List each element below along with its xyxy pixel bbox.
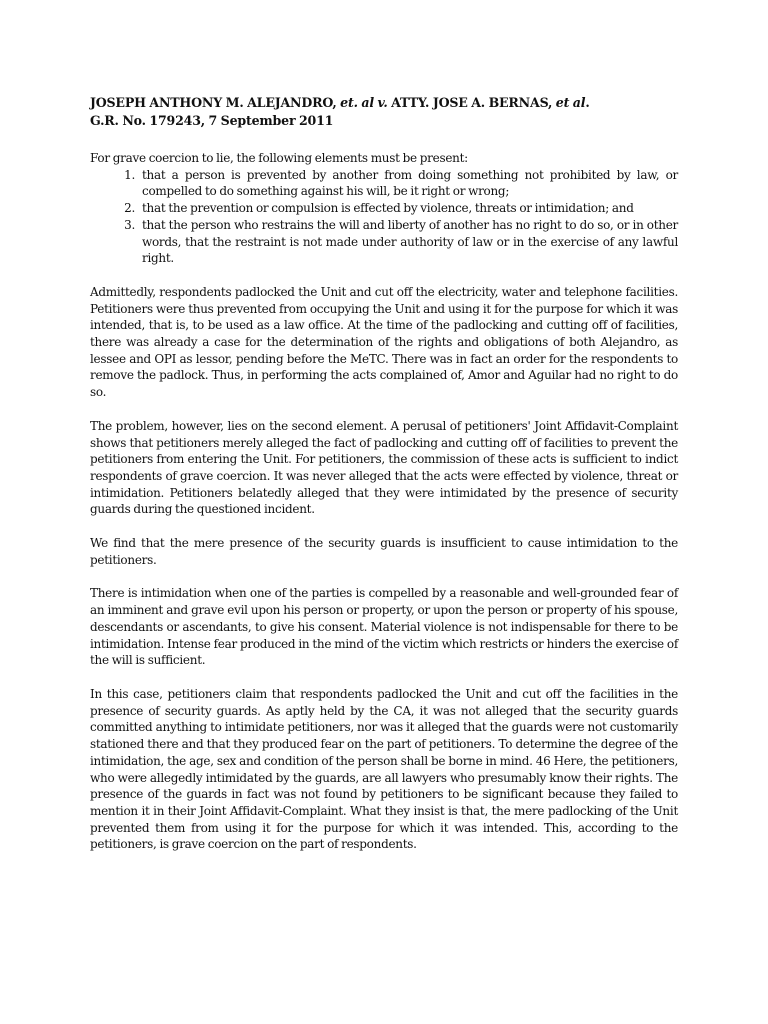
element-item: 2. that the prevention or compulsion is effected by violence, threats or intimidation; and <box>138 200 678 217</box>
element-item: 1. that a person is prevented by another from doing something not prohibited by law, or compelled to do something against his will, be it right or wrong; <box>138 167 678 200</box>
elements-intro: For grave coercion to lie, the following elements must be present: <box>90 151 468 165</box>
paragraph-in-this-case: In this case, petitioners claim that respondents padlocked the Unit and cut off the facilities in the presence of security guards. As aptly held by the CA, it was not alleged that the security guards committed anything to intimidate petitioners, nor was it alleged that the guards were not customarily stationed there and that they produced fear on the part of petitioners. To determine the degree of the intimidation, the age, sex and condition of the person shall be borne in mind. 46 Here, the petitioners, who were allegedly intimidated by the guards, are all lawyers who presumably know their rights. The presence of the guards in fact was not found by petitioners to be significant because they failed to mention it in their Joint Affidavit-Complaint. What they insist is that, the mere padlocking of the Unit prevented them from using it for the purpose for which it was intended. This, according to the petitioners, is grave coercion on the part of respondents. <box>90 686 678 852</box>
case-et-al-second: et al <box>555 95 586 110</box>
case-et-al-first: et. al v. <box>340 95 388 110</box>
case-docket: G.R. No. 179243, 7 September 2011 <box>90 113 334 128</box>
paragraph-second-element: The problem, however, lies on the second element. A perusal of petitioners' Joint Affidavit-Complaint shows that petitioners merely alleged the fact of padlocking and cutting off of facilities to prevent the petitioners from entering the Unit. For petitioners, the commission of these acts is sufficient to indict respondents of grave coercion. It was never alleged that the acts were effected by violence, threat or intimidation. Petitioners belatedly alleged that they were intimidated by the presence of security guards during the questioned incident. <box>90 418 678 517</box>
paragraph-guards-insufficient: We find that the mere presence of the security guards is insufficient to cause intimidation to the petitioners. <box>90 536 678 567</box>
case-parties-lead: JOSEPH ANTHONY M. ALEJANDRO, <box>90 95 341 110</box>
case-caption <box>90 94 678 112</box>
element-item: 3. that the person who restrains the will and liberty of another has no right to do so, or in other words, that the restraint is not made under authority of law or in the exercise of any lawful right. <box>138 217 678 267</box>
paragraph-intimidation-definition: There is intimidation when one of the parties is compelled by a reasonable and well-grounded fear of an imminent and grave evil upon his person or property, or upon the person or property of his spouse, descendants or ascendants, to give his consent. Material violence is not indispensable for there to be intimidation. Intense fear produced in the mind of the victim which restricts or hinders the exercise of the will is sufficient. <box>90 586 678 668</box>
elements-list <box>90 167 678 267</box>
document-body <box>90 94 678 870</box>
paragraph-respondents-padlocked: Admittedly, respondents padlocked the Unit and cut off the electricity, water and telephone facilities. Petitioners were thus prevented from occupying the Unit and using it for the purpose for which it was intended, that is, to be used as a law office. At the time of the padlocking and cutting off of facilities, there was already a case for the determination of the rights and obligations of both Alejandro, as lessee and OPI as lessor, pending before the MeTC. There was in fact an order for the respondents to remove the padlock. Thus, in performing the acts complained of, Amor and Aguilar had no right to do so. <box>90 284 678 400</box>
case-title-block <box>90 94 678 130</box>
case-parties-second: ATTY. JOSE A. BERNAS, <box>387 95 556 110</box>
case-caption-period: . <box>585 95 590 110</box>
